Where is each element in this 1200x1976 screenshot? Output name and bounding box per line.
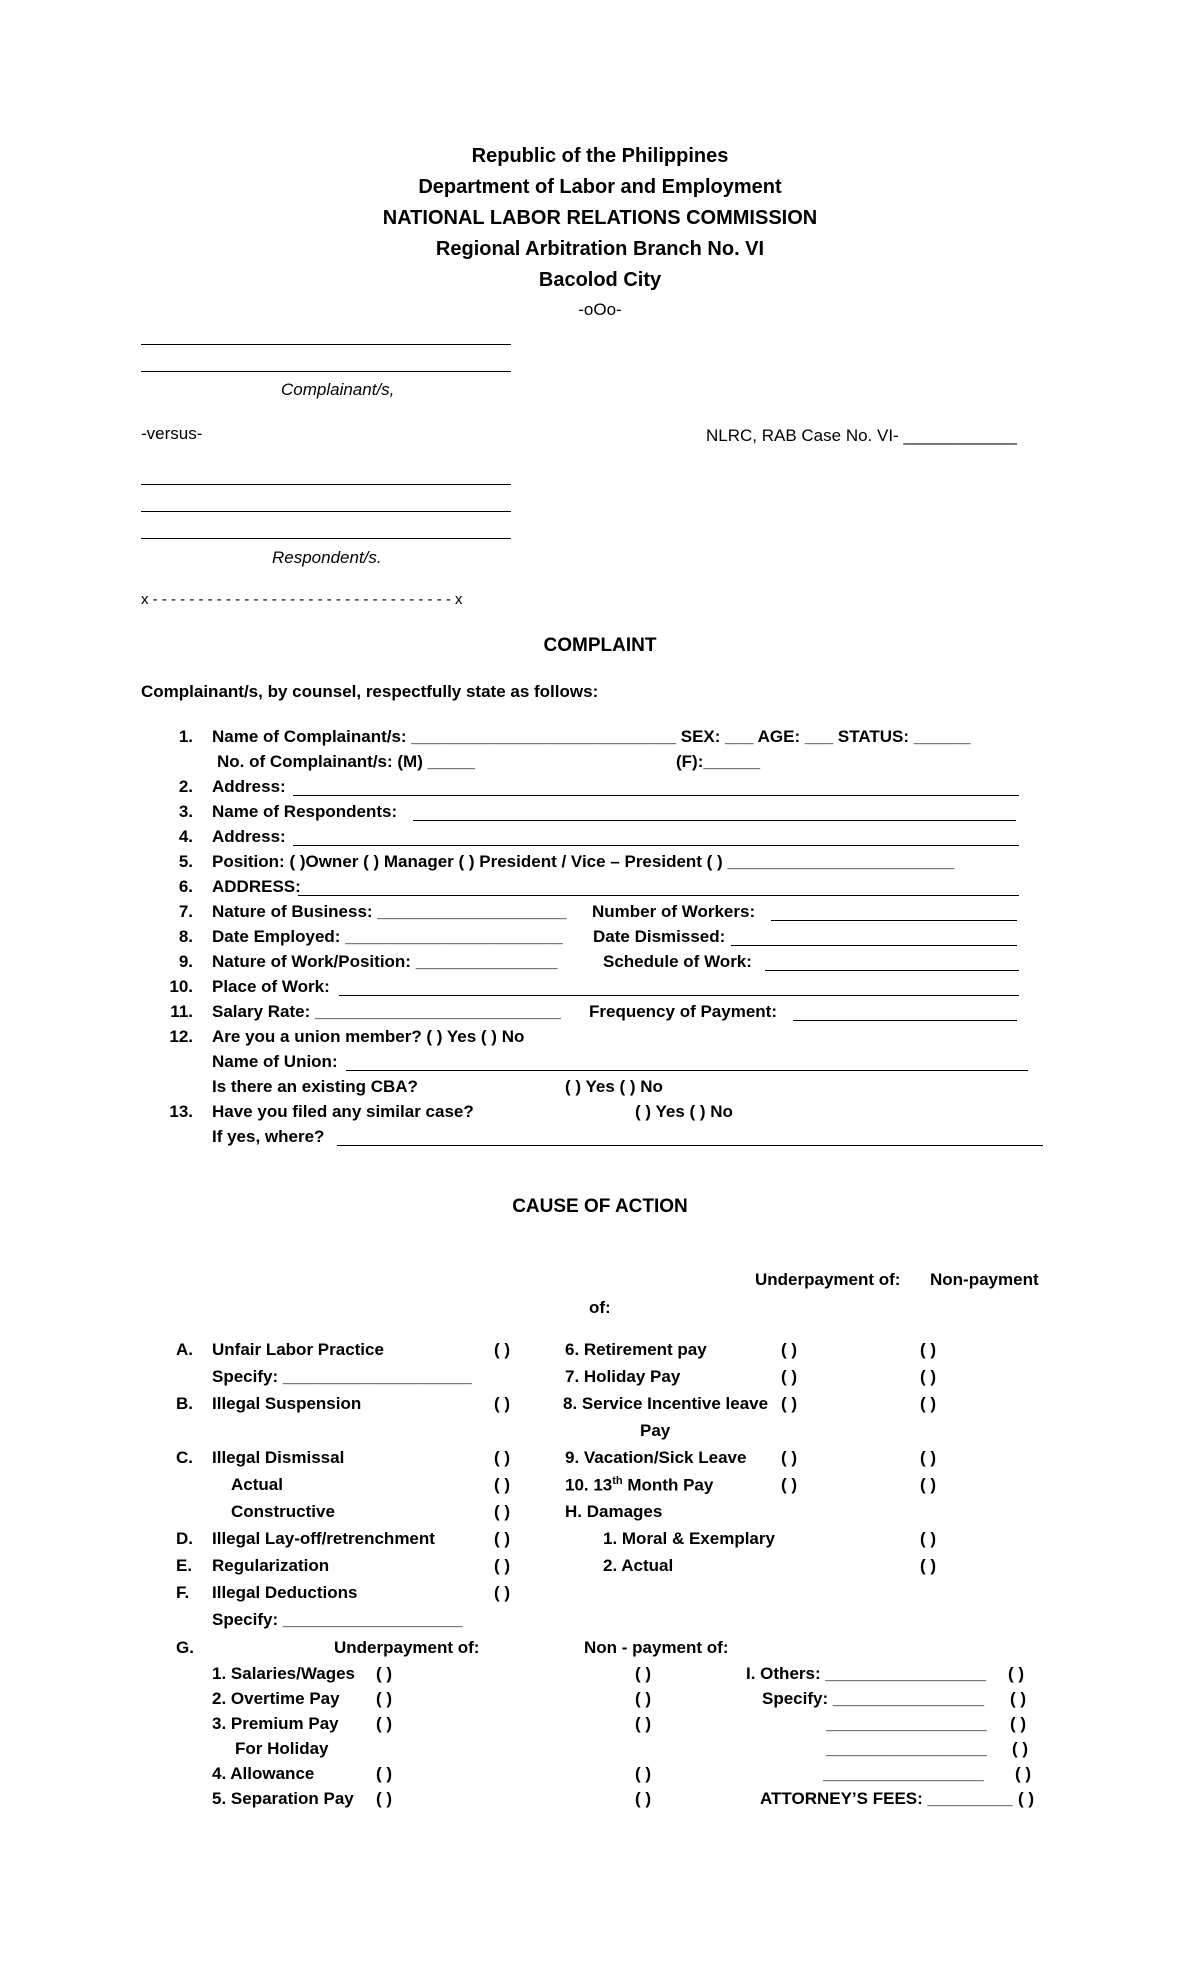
- retirement-nonpayment-checkbox[interactable]: ( ): [920, 1340, 937, 1359]
- others-specify-checkbox[interactable]: ( ): [1010, 1689, 1027, 1708]
- actual-damages-checkbox[interactable]: ( ): [920, 1556, 937, 1575]
- overtime-underpayment-checkbox[interactable]: ( ): [376, 1689, 393, 1708]
- complainant-line-2[interactable]: [141, 371, 511, 372]
- regularization-checkbox[interactable]: ( ): [494, 1556, 511, 1575]
- others-blank-field[interactable]: _________________: [826, 1739, 987, 1758]
- others-specify-field[interactable]: Specify: ________________: [762, 1689, 985, 1708]
- position-options[interactable]: Position: ( )Owner ( ) Manager ( ) President / Vice – President ( ) ________________________: [212, 852, 955, 871]
- respondent-label: Respondent/s.: [272, 548, 382, 567]
- item-number: 11.: [170, 1002, 193, 1021]
- item-number: 3.: [178, 802, 193, 821]
- unfair-labor-practice-label: Unfair Labor Practice: [212, 1340, 384, 1359]
- item-number: 4.: [178, 827, 193, 846]
- g-underpayment-header: Underpayment of:: [334, 1638, 480, 1657]
- respondent-address-label: Address:: [212, 827, 286, 846]
- premium-underpayment-checkbox[interactable]: ( ): [376, 1714, 393, 1733]
- address-label: Address:: [212, 777, 286, 796]
- number-of-workers-field[interactable]: [771, 920, 1017, 921]
- number-of-workers-label: Number of Workers:: [592, 902, 756, 921]
- nonpayment-column-header: Non-payment: [930, 1270, 1039, 1289]
- cause-letter: D.: [176, 1529, 193, 1548]
- schedule-of-work-field[interactable]: [765, 970, 1019, 971]
- others-blank-field[interactable]: _________________: [823, 1764, 984, 1783]
- holiday-pay-label: 7. Holiday Pay: [565, 1367, 681, 1386]
- case-location-label: If yes, where?: [212, 1127, 325, 1146]
- frequency-of-payment-field[interactable]: [793, 1020, 1017, 1021]
- nature-of-work-field[interactable]: Nature of Work/Position: _______________: [212, 952, 558, 971]
- others-checkbox[interactable]: ( ): [1008, 1664, 1025, 1683]
- position-address-field[interactable]: [298, 895, 1019, 896]
- header-branch: Regional Arbitration Branch No. VI: [435, 238, 765, 260]
- item-number: 6.: [178, 877, 193, 896]
- item-number: 7.: [178, 902, 193, 921]
- underpayment-column-header: Underpayment of:: [755, 1270, 901, 1289]
- allowance-underpayment-checkbox[interactable]: ( ): [376, 1764, 393, 1783]
- holiday-underpayment-checkbox[interactable]: ( ): [781, 1367, 798, 1386]
- others-blank-field[interactable]: _________________: [826, 1714, 987, 1733]
- regularization-label: Regularization: [212, 1556, 330, 1575]
- thirteenth-month-text: Month Pay: [622, 1475, 714, 1495]
- respondent-line-2[interactable]: [141, 511, 511, 512]
- constructive-dismissal-checkbox[interactable]: ( ): [494, 1502, 511, 1521]
- case-number-field[interactable]: NLRC, RAB Case No. VI- ____________: [706, 426, 1017, 445]
- damages-label: H. Damages: [565, 1502, 663, 1521]
- respondent-line-3[interactable]: [141, 538, 511, 539]
- unfair-labor-specify-field[interactable]: Specify: ____________________: [212, 1367, 472, 1386]
- nature-of-business-field[interactable]: Nature of Business: ____________________: [212, 902, 567, 921]
- actual-dismissal-checkbox[interactable]: ( ): [494, 1475, 511, 1494]
- vacation-underpayment-checkbox[interactable]: ( ): [781, 1448, 798, 1467]
- salary-rate-field[interactable]: Salary Rate: __________________________: [212, 1002, 561, 1021]
- date-employed-field[interactable]: Date Employed: _______________________: [212, 927, 563, 946]
- complaint-title: COMPLAINT: [543, 635, 657, 656]
- complainant-line-1[interactable]: [141, 344, 511, 345]
- cause-of-action-title: CAUSE OF ACTION: [512, 1196, 688, 1217]
- complaint-intro: Complainant/s, by counsel, respectfully state as follows:: [141, 682, 599, 701]
- moral-exemplary-checkbox[interactable]: ( ): [920, 1529, 937, 1548]
- premium-nonpayment-checkbox[interactable]: ( ): [635, 1714, 652, 1733]
- salaries-nonpayment-checkbox[interactable]: ( ): [635, 1664, 652, 1683]
- illegal-deductions-label: Illegal Deductions: [212, 1583, 358, 1602]
- unfair-labor-practice-checkbox[interactable]: ( ): [494, 1340, 511, 1359]
- thirteenth-month-suffix: th: [612, 1475, 623, 1487]
- service-incentive-underpayment-checkbox[interactable]: ( ): [781, 1394, 798, 1413]
- similar-case-label: Have you filed any similar case?: [212, 1102, 474, 1121]
- schedule-of-work-label: Schedule of Work:: [603, 952, 752, 971]
- respondents-name-field[interactable]: [413, 820, 1016, 821]
- union-name-field[interactable]: [346, 1070, 1028, 1071]
- versus-label: -versus-: [141, 424, 203, 443]
- vacation-nonpayment-checkbox[interactable]: ( ): [920, 1448, 937, 1467]
- separation-nonpayment-checkbox[interactable]: ( ): [635, 1789, 652, 1808]
- allowance-label: 4. Allowance: [212, 1764, 315, 1783]
- item-number: 13.: [169, 1102, 193, 1121]
- illegal-layoff-checkbox[interactable]: ( ): [494, 1529, 511, 1548]
- case-location-field[interactable]: [337, 1145, 1043, 1146]
- separation-underpayment-checkbox[interactable]: ( ): [376, 1789, 393, 1808]
- service-incentive-nonpayment-checkbox[interactable]: ( ): [920, 1394, 937, 1413]
- address-field[interactable]: [293, 795, 1019, 796]
- others-blank-checkbox[interactable]: ( ): [1015, 1764, 1032, 1783]
- position-address-label: ADDRESS:: [212, 877, 301, 896]
- header-department: Department of Labor and Employment: [418, 176, 782, 198]
- item-number: 12.: [169, 1027, 193, 1046]
- retirement-pay-label: 6. Retirement pay: [565, 1340, 707, 1359]
- complainant-name-field[interactable]: Name of Complainant/s: ____________________________ SEX: ___ AGE: ___ STATUS: ______: [212, 727, 971, 746]
- cause-letter: B.: [176, 1394, 193, 1413]
- frequency-of-payment-label: Frequency of Payment:: [589, 1002, 777, 1021]
- service-incentive-leave-label: 8. Service Incentive leave: [563, 1394, 769, 1413]
- illegal-suspension-checkbox[interactable]: ( ): [494, 1394, 511, 1413]
- separation-pay-label: 5. Separation Pay: [212, 1789, 354, 1808]
- respondents-name-label: Name of Respondents:: [212, 802, 398, 821]
- complainant-count-female[interactable]: (F):______: [676, 752, 761, 771]
- cause-letter: A.: [176, 1340, 193, 1359]
- holiday-nonpayment-checkbox[interactable]: ( ): [920, 1367, 937, 1386]
- item-number: 10.: [169, 977, 193, 996]
- item-number: 2.: [178, 777, 193, 796]
- place-of-work-label: Place of Work:: [212, 977, 330, 996]
- others-field[interactable]: I. Others: _________________: [746, 1664, 987, 1683]
- union-member-options[interactable]: Are you a union member? ( ) Yes ( ) No: [212, 1027, 525, 1046]
- actual-damages-label: 2. Actual: [603, 1556, 674, 1575]
- moral-exemplary-label: 1. Moral & Exemplary: [603, 1529, 775, 1548]
- complainant-count-male[interactable]: No. of Complainant/s: (M) _____: [217, 752, 475, 771]
- cause-letter: E.: [176, 1556, 193, 1575]
- cause-letter: F.: [176, 1583, 190, 1602]
- item-number: 5.: [178, 852, 193, 871]
- thirteenth-nonpayment-checkbox[interactable]: ( ): [920, 1475, 937, 1494]
- attorneys-fees-field[interactable]: ATTORNEY’S FEES: _________: [760, 1789, 1013, 1808]
- respondent-address-field[interactable]: [293, 845, 1019, 846]
- date-dismissed-label: Date Dismissed:: [593, 927, 726, 946]
- retirement-underpayment-checkbox[interactable]: ( ): [781, 1340, 798, 1359]
- existing-cba-options[interactable]: ( ) Yes ( ) No: [565, 1077, 663, 1096]
- actual-dismissal-label: Actual: [231, 1475, 283, 1494]
- cause-letter: C.: [176, 1448, 193, 1467]
- overtime-nonpayment-checkbox[interactable]: ( ): [635, 1689, 652, 1708]
- others-blank-checkbox[interactable]: ( ): [1010, 1714, 1027, 1733]
- existing-cba-label: Is there an existing CBA?: [212, 1077, 418, 1096]
- illegal-deductions-checkbox[interactable]: ( ): [494, 1583, 511, 1602]
- thirteenth-month-pay-label: [565, 1475, 713, 1496]
- illegal-deductions-specify-field[interactable]: Specify: ___________________: [212, 1610, 463, 1629]
- g-nonpayment-header: Non - payment of:: [584, 1638, 729, 1657]
- others-blank-checkbox[interactable]: ( ): [1012, 1739, 1029, 1758]
- salaries-underpayment-checkbox[interactable]: ( ): [376, 1664, 393, 1683]
- header-city: Bacolod City: [538, 269, 662, 291]
- date-dismissed-field[interactable]: [731, 945, 1017, 946]
- item-number: 1.: [178, 727, 193, 746]
- illegal-suspension-label: Illegal Suspension: [212, 1394, 362, 1413]
- salaries-wages-label: 1. Salaries/Wages: [212, 1664, 356, 1683]
- place-of-work-field[interactable]: [339, 995, 1019, 996]
- complainant-label: Complainant/s,: [281, 380, 395, 399]
- illegal-dismissal-label: Illegal Dismissal: [212, 1448, 345, 1467]
- header-commission: NATIONAL LABOR RELATIONS COMMISSION: [382, 207, 818, 229]
- respondent-line-1[interactable]: [141, 484, 511, 485]
- premium-pay-label: 3. Premium Pay: [212, 1714, 339, 1733]
- constructive-dismissal-label: Constructive: [231, 1502, 335, 1521]
- thirteenth-month-number: 10. 13: [565, 1475, 613, 1495]
- service-incentive-leave-label-cont: Pay: [640, 1421, 671, 1440]
- header-republic: Republic of the Philippines: [471, 145, 729, 167]
- attorneys-fees-checkbox[interactable]: ( ): [1018, 1789, 1035, 1808]
- nonpayment-column-header-cont: of:: [589, 1298, 611, 1317]
- cause-letter: G.: [176, 1638, 194, 1657]
- premium-pay-label-cont: For Holiday: [235, 1739, 329, 1758]
- illegal-dismissal-checkbox[interactable]: ( ): [494, 1448, 511, 1467]
- overtime-pay-label: 2. Overtime Pay: [212, 1689, 340, 1708]
- item-number: 9.: [178, 952, 193, 971]
- union-name-label: Name of Union:: [212, 1052, 338, 1071]
- item-number: 8.: [178, 927, 193, 946]
- caption-separator: x - - - - - - - - - - - - - - - - - - - - - - - - - - - - - - - - - x: [141, 591, 463, 608]
- vacation-sick-leave-label: 9. Vacation/Sick Leave: [565, 1448, 747, 1467]
- similar-case-options[interactable]: ( ) Yes ( ) No: [635, 1102, 733, 1121]
- allowance-nonpayment-checkbox[interactable]: ( ): [635, 1764, 652, 1783]
- thirteenth-underpayment-checkbox[interactable]: ( ): [781, 1475, 798, 1494]
- illegal-layoff-label: Illegal Lay-off/retrenchment: [212, 1529, 435, 1548]
- header-ornament: -oOo-: [578, 300, 622, 319]
